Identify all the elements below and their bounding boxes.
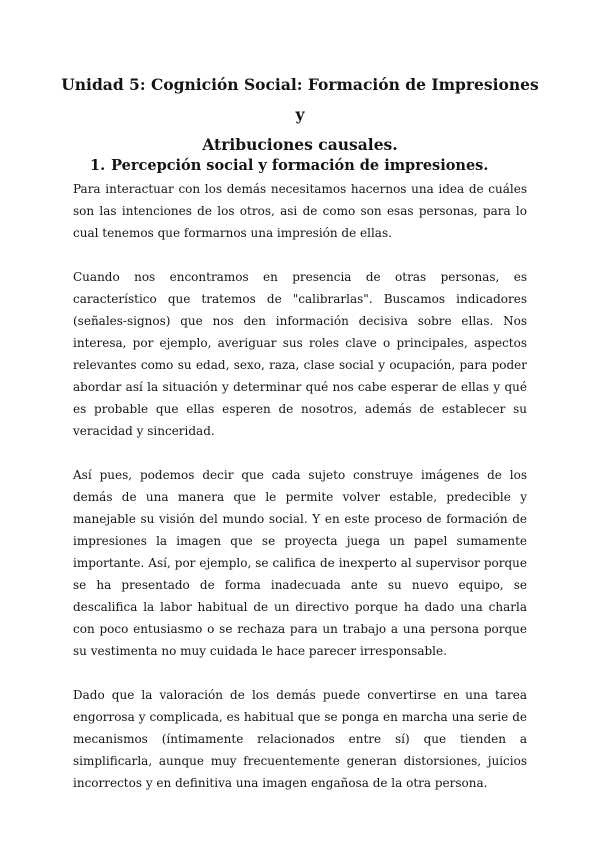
section-heading (90, 155, 488, 177)
section-body (73, 178, 527, 816)
title-line-1: Unidad 5: Cognición Social: Formación de Impresiones y (61, 75, 539, 124)
section-heading-text: Percepción social y formación de impresiones. (111, 157, 489, 174)
paragraph-3: Así pues, podemos decir que cada sujeto construye imágenes de los demás de una manera que le permite volver estable, predecible y manejable su visión del mundo social. Y en este proceso de formación de impresiones la imagen que se proyecta juega un papel sumamente importante. Así, por ejemplo, se califica de inexperto al supervisor porque se ha presentado de forma inadecuada ante su nuevo equipo, se descalifica la labor habitual de un directivo porque ha dado una charla con poco entusiasmo o se rechaza para un trabajo a una persona porque su vestimenta no muy cuidada le hace parecer irresponsable. (73, 468, 527, 658)
section-number: 1. (90, 157, 106, 174)
paragraph-1: Para interactuar con los demás necesitamos hacernos una idea de cuáles son las intenciones de los otros, asi de como son esas personas, para lo cual tenemos que formarnos una impresión de ellas. (73, 182, 527, 240)
paragraph-4: Dado que la valoración de los demás puede convertirse en una tarea engorrosa y complicada, es habitual que se ponga en marcha una serie de mecanismos (íntimamente relacionados entre sí) que tienden a simplificarla, aunque muy frecuentemente generan distorsiones, juicios incorrectos y en definitiva una imagen engañosa de la otra persona. (73, 688, 527, 790)
title-line-2: Atribuciones causales. (202, 135, 398, 154)
paragraph-2: Cuando nos encontramos en presencia de otras personas, es característico que tratemos de "calibrarlas". Buscamos indicadores (señales-signos) que nos den información decisiva sobre ellas. Nos interesa, por ejemplo, averiguar sus roles clave o principales, aspectos relevantes como su edad, sexo, raza, clase social y ocupación, para poder abordar así la situación y determinar qué nos cabe esperar de ellas y qué es probable que ellas esperen de nosotros, además de establecer su veracidad y sinceridad. (73, 270, 527, 438)
document-title (60, 70, 540, 160)
